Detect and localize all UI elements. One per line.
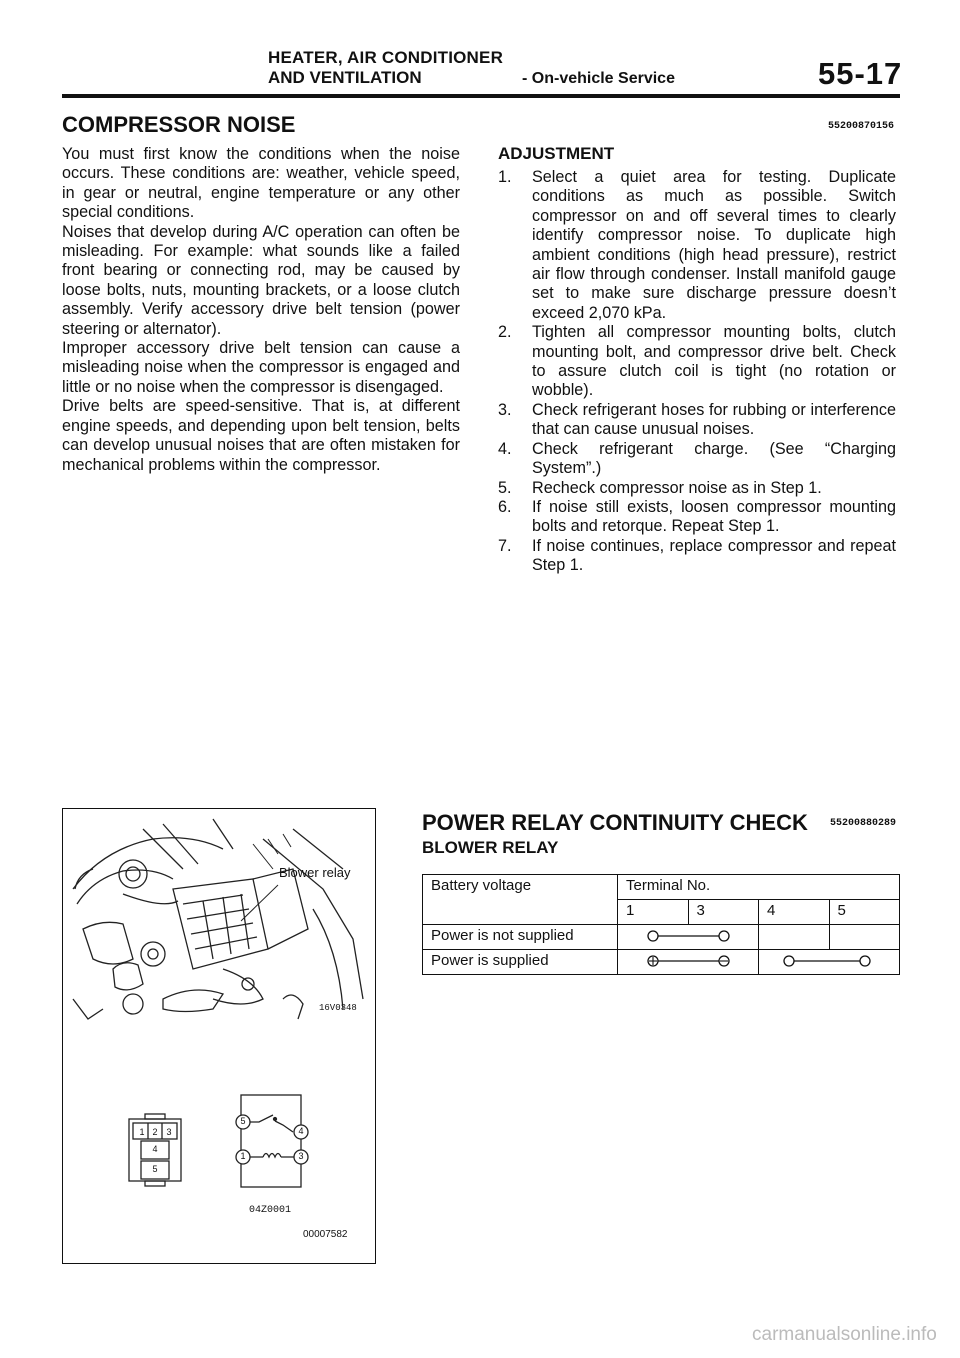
diagram-code: 04Z0001 — [249, 1205, 292, 1216]
list-item: 7. If noise continues, replace compressor and repeat Step 1. — [498, 536, 896, 575]
adjustment-heading: ADJUSTMENT — [498, 144, 615, 163]
continuity-4-5 — [759, 950, 900, 975]
relay-check-heading: POWER RELAY CONTINUITY CHECK — [422, 810, 808, 835]
figure-number: 00007582 — [303, 1229, 348, 1240]
adjustment-steps — [498, 168, 896, 576]
list-item: 5. Recheck compressor noise as in Step 1. — [498, 478, 822, 497]
table-header-battery: Battery voltage — [423, 875, 618, 925]
terminal-header: 5 — [829, 900, 900, 925]
paragraph: Noises that develop during A/C operation can often be misleading. For example: what sounds like a failed front bearing or connecting rod, may be caused by loose bolts, nuts, mounting brackets, or a loose clutch assembly. Verify accessory drive belt tension (power steering or alternator). — [62, 222, 460, 338]
header-rule — [62, 94, 900, 98]
continuity-table — [422, 874, 900, 975]
paragraph: Drive belts are speed-sensitive. That is, at different engine speeds, and depending upon belt tension, belts can develop unusual noises that are often mistaken for mechanical problems within the compressor. — [62, 397, 460, 474]
relay-check-code: 55200880289 — [830, 818, 897, 829]
connector-pin-label: 5 — [152, 1164, 158, 1174]
blower-relay-subheading: BLOWER RELAY — [422, 838, 559, 857]
schematic-terminal-label: 3 — [298, 1151, 304, 1161]
terminal-header: 3 — [688, 900, 759, 925]
list-item: 1. Select a quiet area for testing. Duplicate conditions as much as possible. Switch compressor on and off several times to clearly identify compressor noise. To duplicate high ambient conditions (high head pressure), restrict air flow through condenser. Install manifold gauge set to make sure discharge pressure doesn’t exceed 2,070 kPa. — [498, 168, 896, 322]
continuity-1-3 — [618, 925, 759, 950]
connector-pin-label: 2 — [152, 1127, 158, 1137]
terminal-header: 4 — [759, 900, 830, 925]
section-title-line2: AND VENTILATION — [268, 68, 422, 87]
paragraph: Improper accessory drive belt tension can cause a misleading noise when the compressor is engaged and little or no noise when the compressor is disengaged. — [62, 339, 460, 396]
relay-figure — [62, 808, 376, 1264]
connector-pin-label: 4 — [152, 1144, 158, 1154]
list-item: 3. Check refrigerant hoses for rubbing or interference that can cause unusual noises. — [498, 400, 896, 439]
list-item: 6. If noise still exists, loosen compressor mounting bolts and retorque. Repeat Step 1. — [498, 497, 896, 536]
table-row — [423, 925, 900, 950]
schematic-terminal-label: 5 — [240, 1116, 246, 1126]
blower-relay-callout: Blower relay — [279, 865, 351, 880]
section-title-line1: HEATER, AIR CONDITIONER — [268, 48, 504, 67]
paragraph: You must first know the conditions when the noise occurs. These conditions are: weather, vehicle speed, in gear or neutral, engine temperature or any other special conditions. — [62, 145, 460, 222]
list-item: 4. Check refrigerant charge. (See “Charging System”.) — [498, 439, 896, 478]
section-code: 55200870156 — [828, 121, 895, 132]
connector-pin-label: 1 — [139, 1127, 145, 1137]
subsection-title: - On-vehicle Service — [522, 70, 675, 87]
schematic-terminal-label: 4 — [298, 1126, 304, 1136]
terminal-header: 1 — [618, 900, 689, 925]
row-label: Power is not supplied — [423, 925, 618, 950]
page-number: 55-17 — [818, 56, 903, 91]
watermark: carmanualsonline.info — [752, 1324, 937, 1345]
photo-code: 16V0348 — [319, 1003, 357, 1013]
schematic-terminal-label: 1 — [240, 1151, 246, 1161]
connector-pin-label: 3 — [166, 1127, 172, 1137]
row-label: Power is supplied — [423, 950, 618, 975]
compressor-noise-heading: COMPRESSOR NOISE — [62, 112, 296, 137]
list-item: 2. Tighten all compressor mounting bolts, clutch mounting bolt, and compressor drive belt. Check to assure clutch coil is tight (no rotation or wobble). — [498, 323, 896, 400]
supply-1-3 — [618, 950, 759, 975]
table-header-terminal: Terminal No. — [618, 875, 900, 900]
table-row — [423, 950, 900, 975]
compressor-noise-body — [62, 145, 460, 475]
